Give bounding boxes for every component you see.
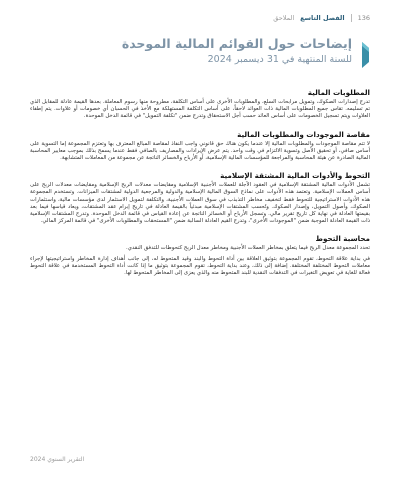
section-paragraph: في بداية علاقة التحوط، تقوم المجموعة بتوثيق العلاقة بين أداة التحوط والبند وقيد المتحوط له، إلى جانب أهداف إدارة المخاطر واستراتيجيتها لإجراء معاملات التحوط المختلفة المختلفة. إضافة إلى ذلك، وعند بداية التحوط، تقوم المجموعة بتوثيق ما إذا كانت أداة التحوط المستخدمة في علاقة التحوط فعالة للغاية في تعويض التغيرات في التدفقات النقدية للبند المتحوط منه والذي يعزى إلى المخاطر المتحوط لها. [30,255,370,277]
section-paragraph: لا تتم مقاصة الموجودات والمطلوبات المالية إلا عندما يكون هناك حق قانوني واجب النفاذ لمقاصة المبالغ المعترف بها وتعتزم المجموعة إما التسوية على أساس صافي، أو تحقيق الأصل وتسوية الالتزام في وقت واحد. يتم عرض الإيرادات والمصاريف بالصافي فقط عندما يسمح بذلك بموجب معايير المحاسبة المالية الصادرة عن هيئة المحاسبة والمراجعة للمؤسسات المالية الإسلامية، أو الأرباح والخسائر الناتجة عن مجموعة من المعاملات المتشابهة. [30,140,370,162]
header-divider [351,14,352,22]
page-number: 136 [357,14,370,22]
section-islamic-derivatives [30,171,370,225]
section-heading: مقاصة الموجودات والمطلوبات المالية [237,129,370,139]
section-offsetting [30,130,370,163]
page-footer: التقرير السنوي 2024 [30,456,85,463]
section-heading: المطلوبات المالية [307,88,370,97]
section-hedge-accounting [30,234,370,277]
section-paragraph: تشمل الأدوات المالية المشتقة الإسلامية في العقود الآجلة للعملات الأجنبية الإسلامية ومقايضات معدلات الربح الإسلامية ومقايضات معدلات الربح على أساس العملات الإسلامية. وتعتمد هذه الأدوات على نماذج السوق المالية الإسلامية والدولية والمرجعية الدولية لمشتقات الميزانات. وتستخدم المجموعة هذه الأدوات الاستراتيجية للتحوط فقط لتخفيف مخاطر التذبذب في سوق العملات الأجنبية، والتكلفة لتمويل الاستثمار لدى مؤسسات مالية، واستثمارات الصكوك، وأصول التمويل، وإصدار الصكوك. وتُحسب المشتقات الإسلامية مبدئياً بالقيمة العادلة في تاريخ إبرام عقد المشتقات، ويعاد قياسها فيما بعد بقيمتها العادلة في نهاية كل تاريخ تقرير مالي. وتسجل الأرباح أو الخسائر الناتجة عن إعادة القياس في قائمة الدخل الموحدة. وتدرج المشتقات الإسلامية ذات القيمة العادلة الموجبة ضمن "الموجودات الأخرى"، وتدرج القيم العادلة السالبة ضمن "المستحقات والمطلوبات الأخرى" في قائمة المركز المالي. [30,182,370,225]
title-block [32,36,352,66]
page-title: إيضاحات حول القوائم المالية الموحدة [121,36,352,51]
page-subtitle: للسنة المنتهية في 31 ديسمبر 2024 [207,54,352,65]
section-paragraph: تدرج إصدارات الصكوك، وتمويل مرابحات السلع، والمطلوبات الأخرى على أساس التكلفة، مطروحة منها رسوم المعاملة. بعدها القيمة عادلة للمقابل الذي تم تسليمه. تقاس جميع المطلوبات المالية ذات العوائد لاحقاً، على أساس التكلفة المستهلكة مع الأخذ في الحسبان أي خصومات أو علاوات. يتم إطفاء العلاوات ويتم تسجيل الخصومات على أساس العائد حسب أجل الاستحقاق وتدرج ضمن "تكلفة التمويل" في قائمة الدخل الموحدة. [30,99,370,120]
section-heading: محاسبة التحوط [315,234,370,244]
notes-content [30,88,370,286]
title-accent-mark-icon [360,40,370,70]
section-heading: التحوط والأدوات المالية المشتقة الإسلامية [220,171,370,181]
chapter-label: الفصل التاسع [300,14,345,22]
page-header [30,12,370,24]
section-paragraph: تحدد المجموعة معدل الربح فيما يتعلق بمخاطر العملات الأجنبية ومخاطر معدل الربح كتحوطات للتدفق النقدي. [126,245,370,252]
section-financial-liabilities [30,88,370,121]
section-label: الملاحق [273,14,295,22]
